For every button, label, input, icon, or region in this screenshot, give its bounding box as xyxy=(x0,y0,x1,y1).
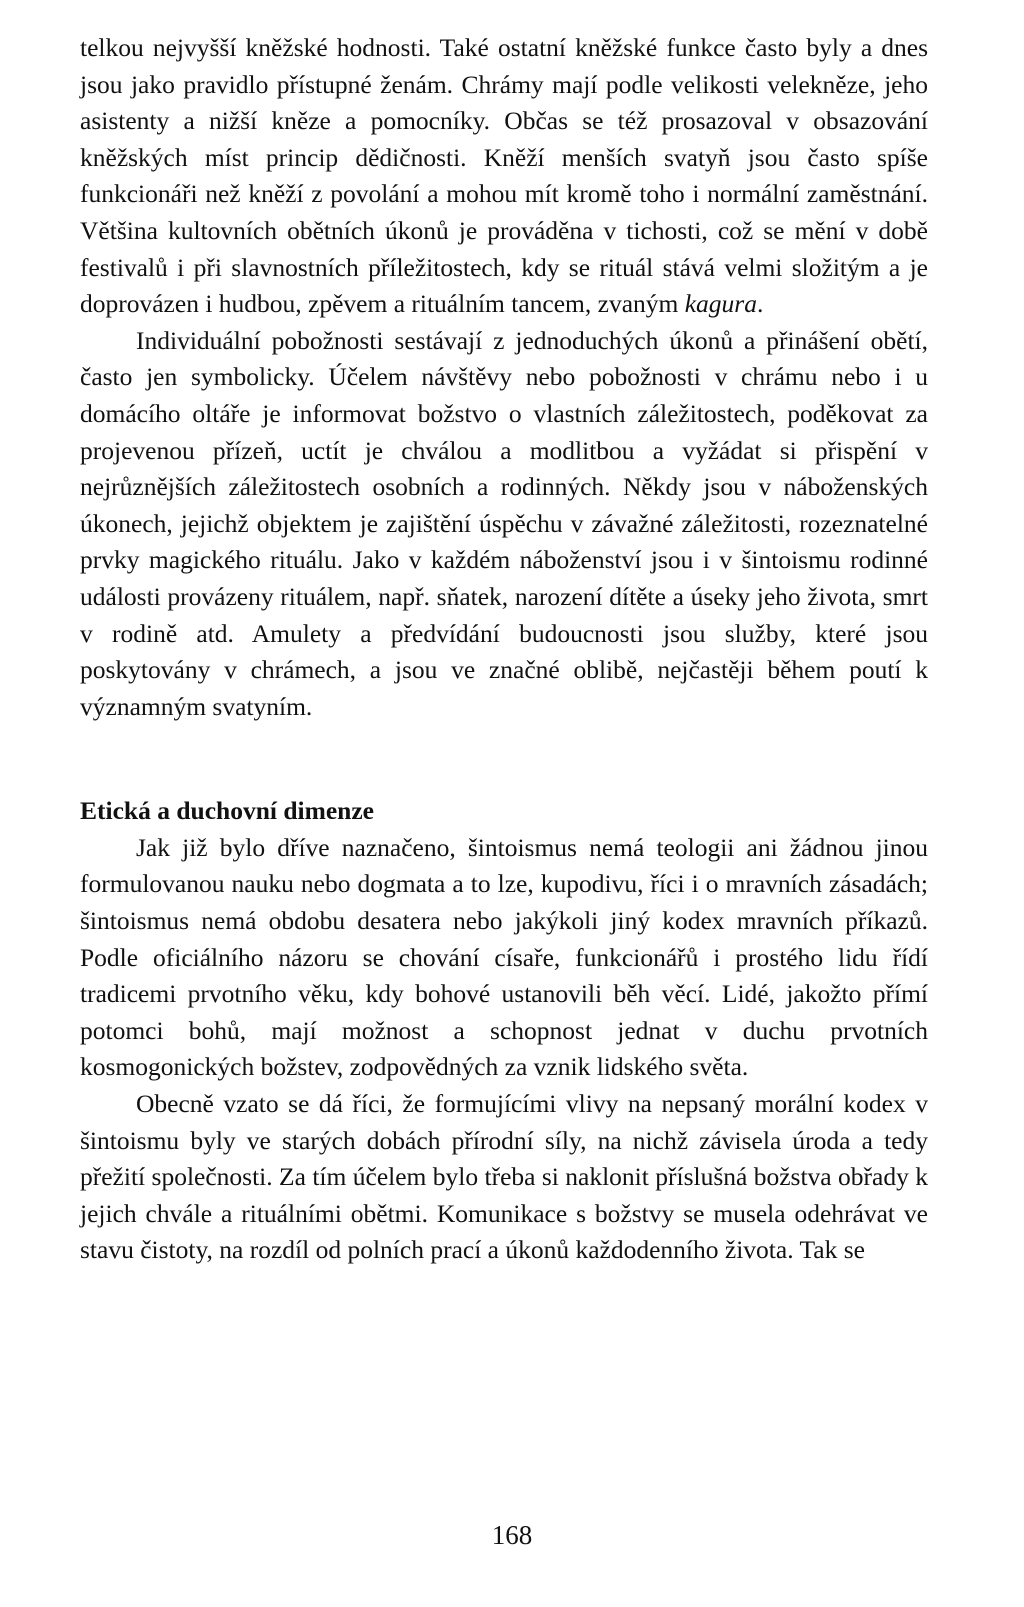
paragraph-priests xyxy=(80,30,928,323)
paragraph-priests-end: . xyxy=(756,289,764,319)
section-spacer xyxy=(80,725,928,793)
paragraph-individual-devotions: Individuální pobožnosti sestávají z jednoduchých úkonů a přinášení obětí, často jen symbolicky. Účelem návštěvy nebo pobožnosti v chrámu nebo i u domácího oltáře je informovat božstvo o vlastních záležitostech, poděkovat za projevenou přízeň, uctít je chválou a modlitbou a vyžádat si přispění v nejrůznějších záležitostech osobních a rodinných. Někdy jsou v náboženských úkonech, jejichž objektem je zajištění úspěchu v závažné záležitosti, rozeznatelné prvky magického rituálu. Jako v každém náboženství jsou i v šintoismu rodinné události provázeny rituálem, např. sňatek, narození dítěte a úseky jeho života, smrt v rodině atd. Amulety a předvídání budoucnosti jsou služby, které jsou poskytovány v chrámech, a jsou ve značné oblibě, nejčastěji během poutí k významným svatyním. xyxy=(80,325,928,721)
paragraph-priests-text: telkou nejvyšší kněžské hodnosti. Také ostatní kněžské funkce často byly a dnes jsou jako pravidlo přístupné ženám. Chrámy mají podle velikosti velekněze, jeho asistenty a nižší kněze a pomocníky. Občas se též prosazoval v obsazování kněžských míst princip dědičnosti. Kněží menších svatyň jsou často spíše funkcionáři než kněží z povolání a mohou mít kromě toho i normální zaměstnání. Většina kultovních obětních úkonů je prováděna v tichosti, což se mění v době festivalů i při slavnostních příležitostech, kdy se rituál stává velmi složitým a je doprovázen i hudbou, zpěvem a rituálním tancem, zvaným xyxy=(80,33,928,319)
section-heading: Etická a duchovní dimenze xyxy=(80,796,374,826)
page-body xyxy=(80,30,928,1269)
paragraph-moral-code: Obecně vzato se dá říci, že formujícími vlivy na nepsaný morální kodex v šintoismu byly ve starých dobách přírodní síly, na nichž závisela úroda a tedy přežití společnosti. Za tím účelem bylo třeba si naklonit příslušná božstva obřady k jejich chvále a rituálními obětmi. Komunikace s božstvy se musela odehrávat ve stavu čistoty, na rozdíl od polních prací a úkonů každodenního života. Tak se xyxy=(80,1089,928,1265)
paragraph-no-theology: Jak již bylo dříve naznačeno, šintoismus nemá teologii ani žádnou jinou formulovanou nauku nebo dogmata a to lze, kupodivu, říci i o mravních zásadách; šintoismus nemá obdobu desatera nebo jakýkoli jiný kodex mravních příkazů. Podle oficiálního názoru se chování císaře, funkcionářů i prostého lidu řídí tradicemi prvotního věku, kdy bohové ustanovili běh věcí. Lidé, jakožto přímí potomci bohů, mají možnost a schopnost jednat v duchu prvotních kosmogonických božstev, zodpovědných za vznik lidského světa. xyxy=(80,832,928,1082)
page-number: 168 xyxy=(491,1520,533,1550)
term-kagura: kagura xyxy=(684,289,757,319)
